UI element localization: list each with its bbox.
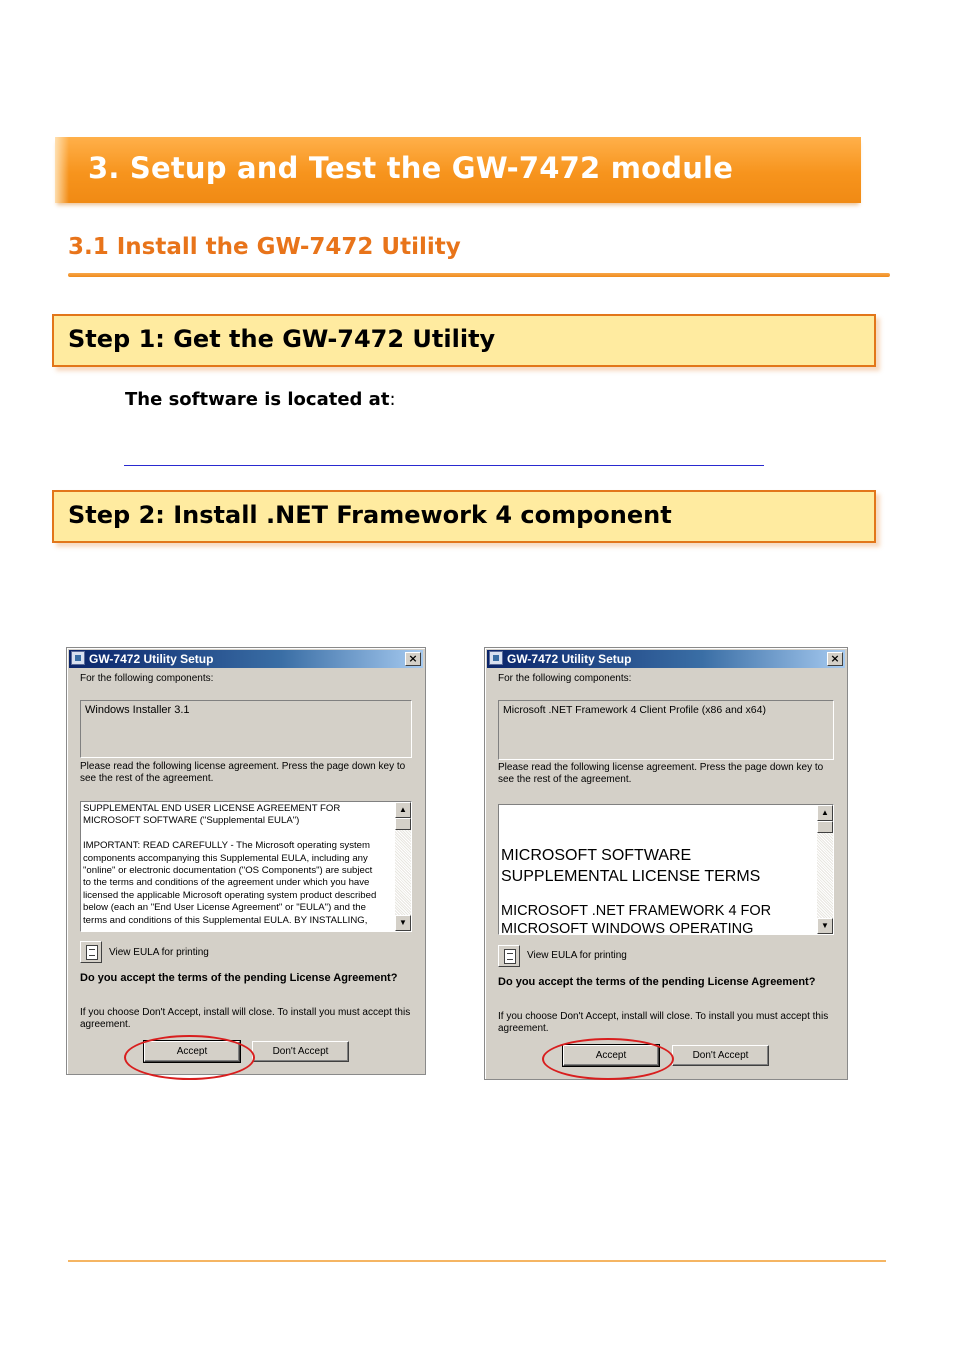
dialog-titlebar[interactable] xyxy=(487,650,845,668)
license-instructions: Please read the following license agreement. Press the page down key to see the rest of the agreement. xyxy=(80,761,406,784)
accept-button[interactable]: Accept xyxy=(144,1041,240,1062)
section-divider xyxy=(68,273,890,277)
accept-highlight-circle xyxy=(542,1038,674,1080)
close-button[interactable]: × xyxy=(827,652,843,666)
dont-accept-button[interactable]: Don't Accept xyxy=(672,1045,769,1066)
chapter-banner-highlight xyxy=(55,137,69,203)
setup-app-icon xyxy=(489,651,503,665)
dialog-title: GW-7472 Utility Setup xyxy=(89,652,214,666)
scroll-up-arrow-icon[interactable]: ▲ xyxy=(817,805,833,821)
setup-dialog-dotnet xyxy=(484,647,848,1080)
view-eula-label: View EULA for printing xyxy=(109,947,209,958)
scroll-thumb[interactable] xyxy=(395,818,411,830)
close-button[interactable]: × xyxy=(405,652,421,666)
scroll-up-arrow-icon[interactable]: ▲ xyxy=(395,802,411,818)
accept-button[interactable]: Accept xyxy=(563,1045,659,1066)
dialog-title: GW-7472 Utility Setup xyxy=(507,652,632,666)
scroll-thumb[interactable] xyxy=(817,821,833,833)
install-note: If you choose Don't Accept, install will close. To install you must accept this agreement. xyxy=(498,1011,829,1034)
eula-textbox[interactable] xyxy=(80,801,412,932)
step1-box xyxy=(52,314,876,367)
location-label: The software is located at xyxy=(125,389,390,410)
print-document-icon[interactable] xyxy=(498,945,520,967)
eula-scrollbar[interactable] xyxy=(395,802,411,931)
view-eula-label: View EULA for printing xyxy=(527,950,627,961)
step1-title: Step 1: Get the GW-7472 Utility xyxy=(68,325,496,353)
chapter-title: 3. Setup and Test the GW-7472 module xyxy=(88,151,734,185)
setup-dialog-windows-installer xyxy=(66,647,426,1075)
step2-title: Step 2: Install .NET Framework 4 component xyxy=(68,501,672,529)
eula-subheading: MICROSOFT .NET FRAMEWORK 4 FOR MICROSOFT WINDOWS OPERATING xyxy=(501,903,772,935)
eula-text: SUPPLEMENTAL END USER LICENSE AGREEMENT FOR MICROSOFT SOFTWARE ("Supplemental EULA") IMPORTANT: READ CAREFULLY - The Microsoft operating system components accompanying this Supplemental EULA, including any "online" or electronic documentation ("OS Components") are subject to the terms and conditions of the agreement under which you have licensed the applicable Microsoft operating system product described below (each an "End User License Agreement" or "EULA") and the terms and conditions of this Supplemental EULA. BY INSTALLING, xyxy=(83,803,377,926)
accept-question: Do you accept the terms of the pending License Agreement? xyxy=(80,972,398,984)
components-label: For the following components: xyxy=(80,673,214,684)
scroll-down-arrow-icon[interactable]: ▼ xyxy=(395,915,411,931)
license-instructions: Please read the following license agreement. Press the page down key to see the rest of the agreement. xyxy=(498,762,824,785)
scroll-down-arrow-icon[interactable]: ▼ xyxy=(817,918,833,934)
location-colon: : xyxy=(389,389,396,410)
dialog-titlebar[interactable] xyxy=(69,650,423,668)
accept-highlight-circle xyxy=(124,1035,255,1080)
components-label: For the following components: xyxy=(498,673,632,684)
dont-accept-button[interactable]: Don't Accept xyxy=(252,1041,349,1062)
install-note: If you choose Don't Accept, install will close. To install you must accept this agreement. xyxy=(80,1007,411,1030)
download-link[interactable] xyxy=(124,465,764,466)
eula-scrollbar[interactable] xyxy=(817,805,833,934)
components-box xyxy=(498,700,834,760)
component-name: Microsoft .NET Framework 4 Client Profile (x86 and x64) xyxy=(503,704,766,716)
setup-app-icon xyxy=(71,651,85,665)
print-document-icon[interactable] xyxy=(80,941,102,963)
accept-question: Do you accept the terms of the pending License Agreement? xyxy=(498,976,816,988)
location-text xyxy=(125,388,396,412)
component-name: Windows Installer 3.1 xyxy=(85,704,190,716)
components-box xyxy=(80,700,412,758)
section-title: 3.1 Install the GW-7472 Utility xyxy=(68,234,461,260)
footer-divider xyxy=(68,1260,886,1262)
eula-heading: MICROSOFT SOFTWARE SUPPLEMENTAL LICENSE TERMS xyxy=(501,847,761,885)
step2-box xyxy=(52,490,876,543)
eula-textbox[interactable] xyxy=(498,804,834,935)
